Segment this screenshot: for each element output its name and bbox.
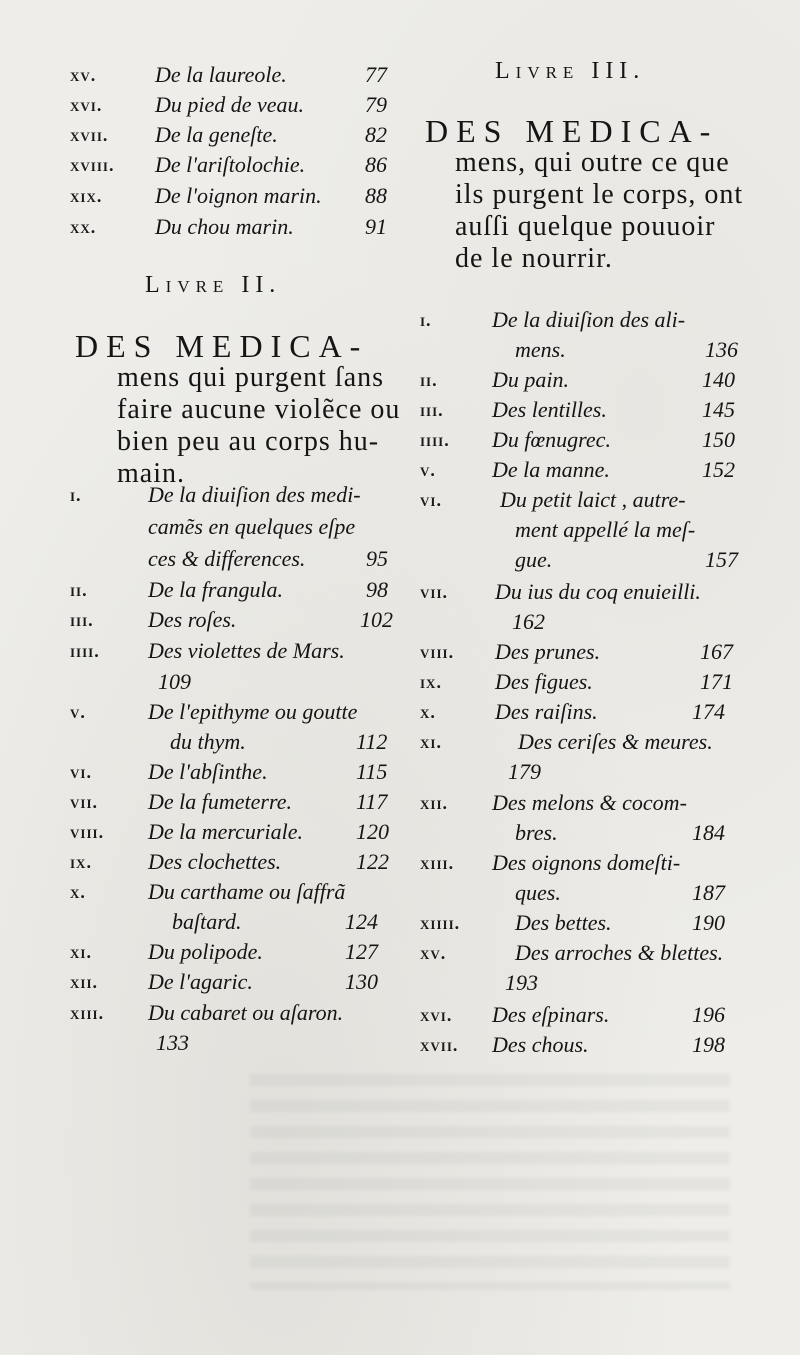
entry-number: xi. [70, 942, 92, 962]
entry-title: De la fumeterre. [148, 789, 292, 814]
entry-number: v. [420, 460, 436, 480]
entry-title: Du cabaret ou aſaron. [148, 1000, 344, 1025]
entry-page: 124 [345, 909, 378, 934]
entry-title: gue. [515, 547, 553, 572]
entry-number: xvi. [420, 1005, 453, 1025]
heading-line: auſſi quelque pouuoir [455, 211, 716, 242]
entry-title: Du petit laict , autre- [500, 487, 686, 512]
heading-line: faire aucune violẽce ou [117, 394, 401, 425]
entry-page: 193 [505, 970, 538, 995]
entry-title: bres. [515, 820, 558, 845]
heading-line: bien peu au corps hu- [117, 426, 380, 457]
entry-number: xv. [420, 943, 447, 963]
entry-page: 127 [345, 939, 378, 964]
entry-title: De l'abſinthe. [148, 759, 268, 784]
entry-number: viii. [70, 822, 105, 842]
entry-number: xiiii. [420, 913, 461, 933]
entry-number: vi. [420, 490, 442, 510]
entry-title: De la mercuriale. [148, 819, 303, 844]
entry-title: Des oignons domeſti- [492, 850, 681, 875]
entry-number: i. [420, 310, 432, 330]
entry-title: De l'epithyme ou goutte [148, 699, 358, 724]
entry-page: 122 [356, 849, 389, 874]
entry-page: 140 [702, 367, 735, 392]
section-heading [75, 330, 405, 490]
entry-number: ii. [420, 370, 438, 390]
entry-page: 171 [700, 669, 733, 694]
entry-page: 145 [702, 397, 735, 422]
entry-number: xix. [70, 186, 103, 206]
entry-number: xvii. [70, 125, 109, 145]
entry-number: xx. [70, 217, 97, 237]
entry-number: xii. [70, 972, 99, 992]
entry-page: 98 [366, 577, 388, 602]
entry-title: Des lentilles. [492, 397, 607, 422]
entry-number: xiii. [70, 1003, 105, 1023]
entry-number: iiii. [70, 641, 100, 661]
entry-title: Du fœnugrec. [492, 427, 611, 452]
entry-page: 77 [365, 62, 387, 87]
entry-title: Du polipode. [148, 939, 263, 964]
entry-page: 95 [366, 546, 388, 571]
entry-title: Des figues. [495, 669, 593, 694]
heading-line: ils purgent le corps, ont [455, 179, 744, 210]
entry-number: viii. [420, 642, 455, 662]
entry-title: ques. [515, 880, 561, 905]
heading-line: DES MEDICA- [425, 113, 719, 149]
entry-page: 115 [356, 759, 388, 784]
entry-title: Des raiſins. [495, 699, 598, 724]
entry-page: 120 [356, 819, 389, 844]
heading-line: mens, qui outre ce que [455, 147, 730, 178]
entry-page: 82 [365, 122, 387, 147]
entry-title: De l'agaric. [148, 969, 253, 994]
entry-title: Des melons & cocom- [492, 790, 687, 815]
entry-title: De l'oignon marin. [155, 183, 322, 208]
entry-number: xiii. [420, 853, 455, 873]
entry-title: du thym. [170, 729, 246, 754]
entry-number: vi. [70, 762, 92, 782]
entry-title: camẽs en quelques eſpe [148, 514, 356, 539]
entry-title: De l'ariſtolochie. [155, 152, 306, 177]
entry-page: 86 [365, 152, 387, 177]
entry-page: 174 [692, 699, 725, 724]
entry-page: 136 [705, 337, 738, 362]
entry-title: Des arroches & blettes. [515, 940, 724, 965]
entry-page: 79 [365, 92, 387, 117]
entry-page: 187 [692, 880, 725, 905]
entry-page: 88 [365, 183, 387, 208]
entry-title: Du ius du coq enuieilli. [495, 579, 701, 604]
entry-number: x. [420, 702, 436, 722]
entry-title: ces & differences. [148, 546, 306, 571]
entry-number: v. [70, 702, 86, 722]
entry-page: 133 [156, 1030, 189, 1055]
entry-number: ix. [70, 852, 92, 872]
entry-title: Des chous. [492, 1032, 589, 1057]
entry-title: baſtard. [172, 909, 242, 934]
entry-title: Des clochettes. [148, 849, 282, 874]
heading-line: mens qui purgent ſans [117, 362, 385, 393]
entry-page: 157 [705, 547, 738, 572]
entry-title: De la manne. [492, 457, 610, 482]
entry-page: 152 [702, 457, 735, 482]
book-heading: Livre III. [495, 58, 646, 84]
entry-page: 102 [360, 607, 393, 632]
entry-number: xvii. [420, 1035, 459, 1055]
heading-line: DES MEDICA- [75, 328, 369, 364]
entry-number: xii. [420, 793, 449, 813]
entry-number: iii. [70, 610, 94, 630]
entry-title: Du carthame ou ſaffrã [148, 879, 346, 904]
entry-page: 196 [692, 1002, 725, 1027]
entry-number: xvi. [70, 95, 103, 115]
entry-title: ment appellé la meſ- [515, 517, 696, 542]
heading-line: main. [117, 458, 185, 489]
entry-page: 117 [356, 789, 388, 814]
entry-number: iiii. [420, 430, 450, 450]
heading-line: de le nourrir. [455, 243, 613, 274]
entry-title: Des roſes. [148, 607, 237, 632]
entry-page: 162 [512, 609, 545, 634]
entry-title: Du pain. [492, 367, 569, 392]
entry-title: Des prunes. [495, 639, 601, 664]
entry-title: Des ceriſes & meures. [518, 729, 713, 754]
entry-page: 109 [158, 669, 191, 694]
entry-title: De la frangula. [148, 577, 284, 602]
entry-number: x. [70, 882, 86, 902]
entry-title: Des eſpinars. [492, 1002, 610, 1027]
entry-title: De la geneſte. [155, 122, 278, 147]
entry-number: ii. [70, 580, 88, 600]
entry-page: 167 [700, 639, 733, 664]
entry-page: 112 [356, 729, 388, 754]
entry-page: 184 [692, 820, 725, 845]
entry-title: Des violettes de Mars. [148, 638, 345, 663]
entry-title: De la diuiſion des medi- [148, 482, 361, 507]
entry-number: xviii. [70, 155, 115, 175]
entry-number: xv. [70, 65, 97, 85]
entry-title: Du pied de veau. [155, 92, 305, 117]
entry-page: 190 [692, 910, 725, 935]
entry-title: De la diuiſion des ali- [492, 307, 686, 332]
entry-page: 179 [508, 759, 541, 784]
entry-title: Des bettes. [515, 910, 612, 935]
section-heading [425, 115, 755, 275]
entry-title: De la laureole. [155, 62, 287, 87]
entry-number: iii. [420, 400, 444, 420]
entry-title: mens. [515, 337, 566, 362]
entry-number: vii. [420, 582, 449, 602]
show-through-text [250, 1060, 730, 1290]
entry-page: 198 [692, 1032, 725, 1057]
entry-page: 150 [702, 427, 735, 452]
book-heading: Livre II. [145, 272, 282, 298]
entry-number: ix. [420, 672, 442, 692]
entry-number: vii. [70, 792, 99, 812]
entry-page: 130 [345, 969, 378, 994]
entry-number: xi. [420, 732, 442, 752]
entry-number: i. [70, 485, 82, 505]
entry-page: 91 [365, 214, 387, 239]
entry-title: Du chou marin. [155, 214, 294, 239]
